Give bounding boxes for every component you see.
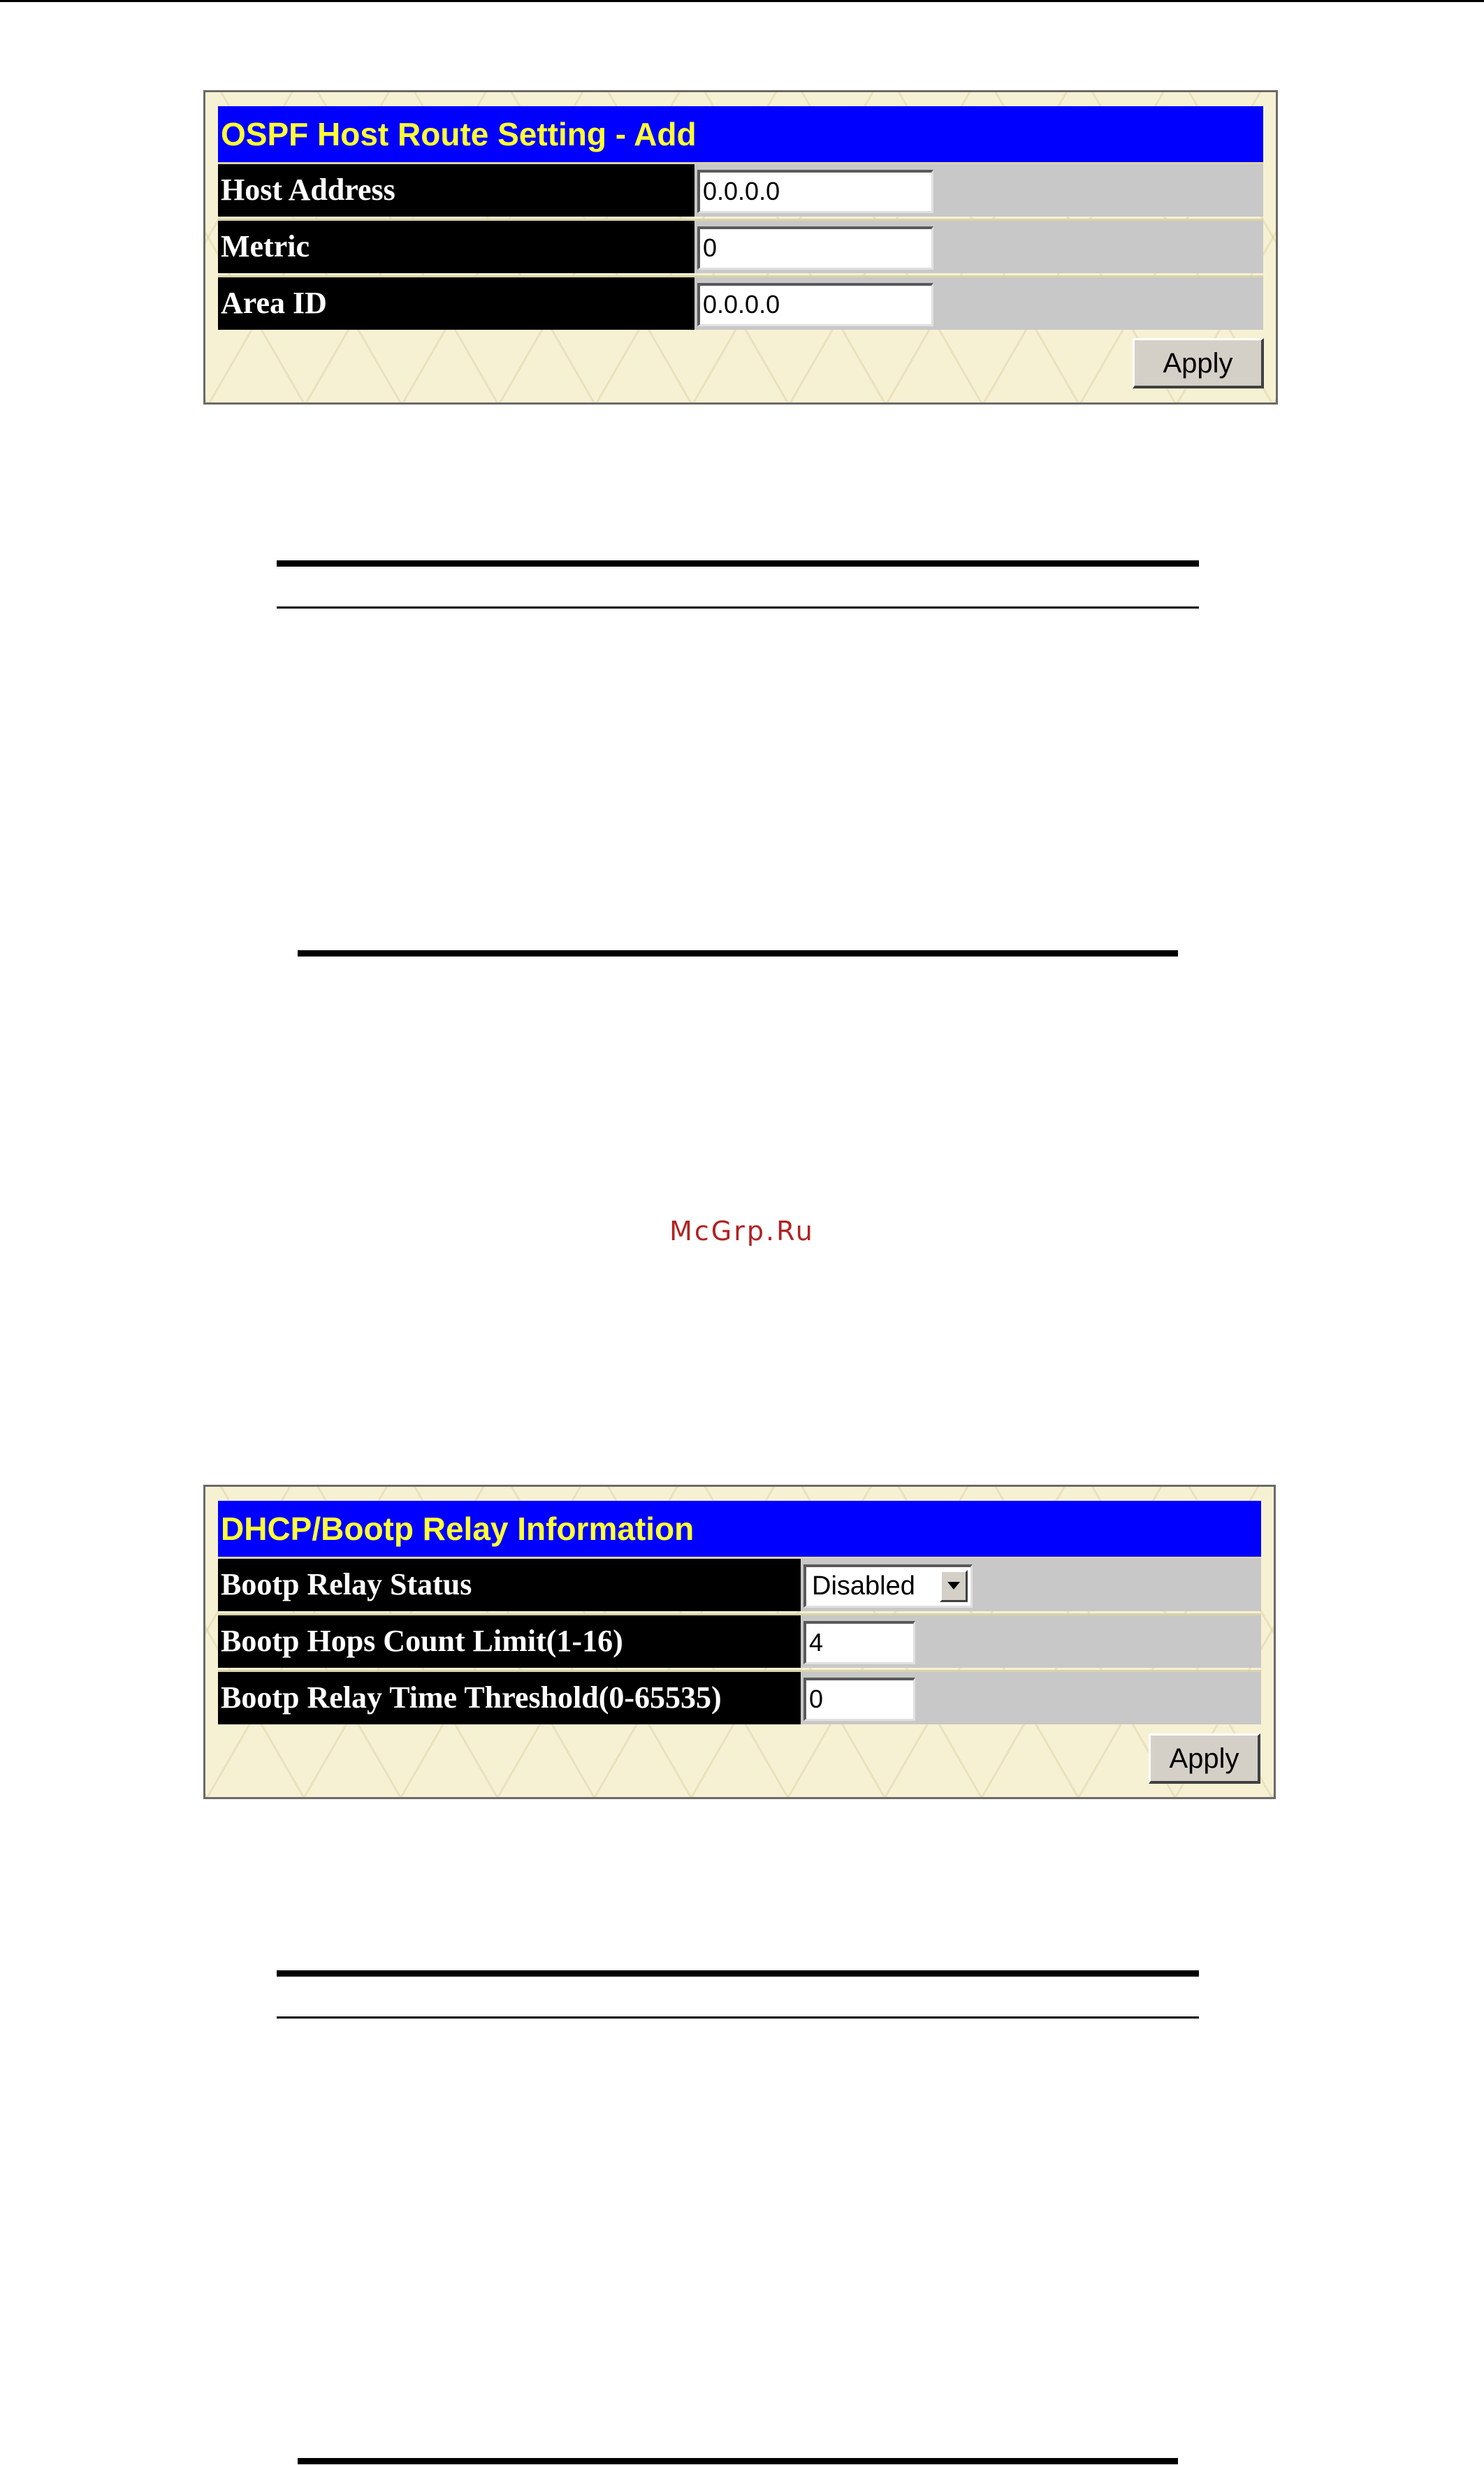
host-address-label: Host Address [218,164,694,217]
section-rule-thin [277,606,1199,609]
bootp-hops-count-input[interactable]: 4 [803,1621,915,1664]
metric-label: Metric [218,221,694,273]
bootp-time-threshold-row [218,1670,1261,1724]
bootp-relay-status-select[interactable] [803,1564,973,1608]
ospf-host-route-panel [203,90,1278,405]
section-rule-thick [298,950,1178,957]
bootp-relay-status-value: Disabled [812,1571,915,1601]
chevron-down-icon[interactable] [940,1570,968,1602]
dhcp-bootp-relay-panel [203,1485,1276,1799]
area-id-input[interactable]: 0.0.0.0 [697,283,933,326]
host-address-input[interactable]: 0.0.0.0 [697,170,933,213]
bootp-relay-status-label: Bootp Relay Status [218,1559,801,1611]
area-id-row [218,275,1263,330]
apply-button[interactable]: Apply [1149,1733,1260,1784]
section-rule-thin [277,2016,1199,2019]
metric-row [218,219,1263,273]
section-rule-thick [277,560,1199,567]
panel-title: DHCP/Bootp Relay Information [218,1501,1261,1557]
bootp-time-threshold-label: Bootp Relay Time Threshold(0-65535) [218,1672,801,1724]
page-top-rule [0,0,1484,2]
section-rule-thick [277,1970,1199,1977]
host-address-row [218,162,1263,217]
bootp-hops-count-row [218,1613,1261,1668]
section-rule-thick [298,2458,1178,2464]
apply-button[interactable]: Apply [1133,338,1264,388]
panel-title: OSPF Host Route Setting - Add [218,106,1263,162]
bootp-hops-count-label: Bootp Hops Count Limit(1-16) [218,1615,801,1668]
bootp-relay-status-row [218,1557,1261,1611]
area-id-label: Area ID [218,277,694,330]
bootp-time-threshold-input[interactable]: 0 [803,1678,915,1721]
metric-input[interactable]: 0 [697,226,933,270]
watermark-text: McGrp.Ru [669,1216,815,1246]
